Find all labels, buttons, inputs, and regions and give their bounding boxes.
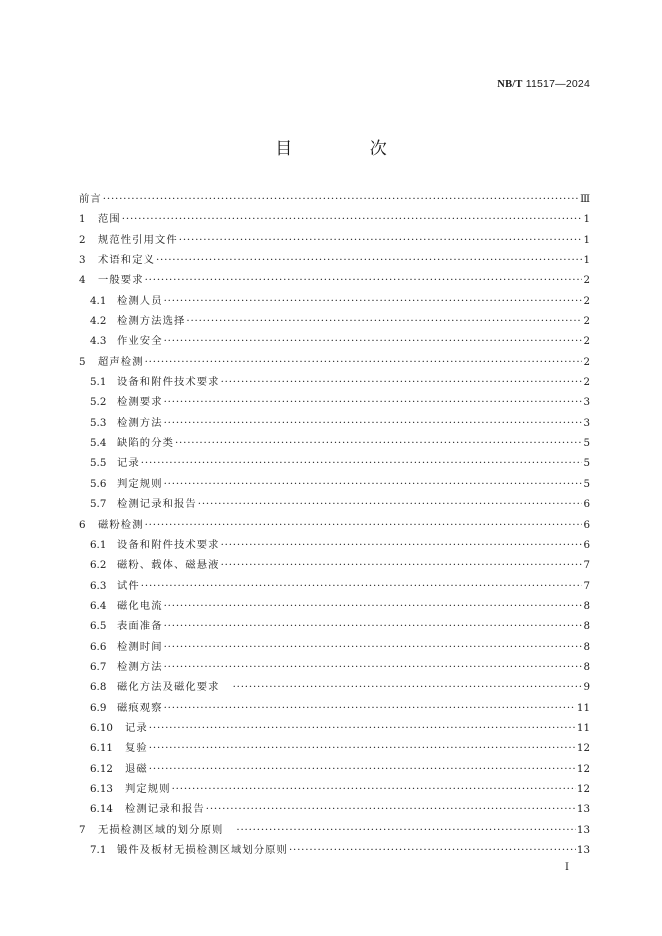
toc-leader-dots [164,703,576,713]
toc-leader-dots [145,520,583,530]
toc-entry-page: Ⅲ [580,193,590,206]
toc-entry-title: 设备和附件技术要求 [117,538,220,551]
toc-leader-dots [164,296,583,306]
toc-entry-number: 6.13 [90,782,113,795]
toc-entry[interactable] [79,474,590,494]
toc-entry-number: 5.5 [90,457,107,470]
toc-entry-page: 1 [583,233,590,246]
toc-entry-title: 检测记录和报告 [125,803,205,816]
toc-leader-dots [175,438,582,448]
toc-entry-page: 3 [583,396,590,409]
toc-leader-dots [221,540,583,550]
toc-entry-number: 7 [79,823,86,836]
toc-entry[interactable] [79,372,590,392]
toc-entry[interactable] [79,413,590,433]
toc-entry-page: 2 [583,294,590,307]
toc-entry-page: 3 [583,416,590,429]
toc-entry-number: 5.3 [90,416,107,429]
toc-entry-page: 9 [583,681,590,694]
toc-entry-number: 5.4 [90,437,107,450]
toc-entry-page: 13 [576,803,590,816]
toc-entry[interactable] [79,677,590,697]
toc-entry[interactable] [79,840,590,860]
toc-leader-dots [186,316,582,326]
toc-entry-number: 4.1 [90,294,107,307]
toc-entry-page: 2 [583,376,590,389]
table-of-contents [79,189,590,860]
toc-entry-title: 规范性引用文件 [98,233,178,246]
toc-entry-page: 12 [576,762,590,775]
toc-entry-page: 11 [576,701,590,714]
toc-entry[interactable] [79,637,590,657]
toc-entry-page: 7 [583,559,590,572]
toc-entry[interactable] [79,799,590,819]
toc-entry[interactable] [79,250,590,270]
toc-entry-page: 6 [583,518,590,531]
toc-entry[interactable] [79,535,590,555]
toc-entry[interactable] [79,759,590,779]
toc-entry-title: 检测方法 [117,416,163,429]
toc-entry-page: 12 [576,782,590,795]
toc-entry-page: 12 [576,742,590,755]
toc-leader-dots [164,601,583,611]
toc-leader-dots [236,825,576,835]
toc-entry-page: 2 [583,355,590,368]
toc-entry[interactable] [79,555,590,575]
toc-entry-number: 4.2 [90,315,107,328]
toc-entry[interactable] [79,657,590,677]
toc-leader-dots [164,642,583,652]
toc-leader-dots [164,662,583,672]
toc-entry-page: 1 [583,213,590,226]
toc-leader-dots [103,194,579,204]
toc-entry-title: 检测要求 [117,396,163,409]
toc-leader-dots [145,357,583,367]
toc-entry-number: 6.11 [90,742,113,755]
toc-leader-dots [164,479,583,489]
toc-entry[interactable] [79,331,590,351]
toc-entry[interactable] [79,291,590,311]
toc-leader-dots [179,235,583,245]
toc-entry[interactable] [79,311,590,331]
toc-leader-dots [149,743,576,753]
toc-leader-dots [149,764,576,774]
toc-entry-title: 磁化方法及磁化要求 [117,681,220,694]
toc-entry-title: 范围 [98,213,121,226]
toc-entry[interactable] [79,453,590,473]
toc-entry-number: 3 [79,254,86,267]
toc-leader-dots [149,723,576,733]
toc-entry-title: 试件 [117,579,140,592]
toc-entry-page: 8 [583,640,590,653]
toc-entry-title: 磁痕观察 [117,701,163,714]
toc-entry-title: 退磁 [125,762,148,775]
toc-entry[interactable] [79,352,590,372]
standard-code [497,78,590,90]
toc-entry-title: 缺陷的分类 [117,437,174,450]
toc-entry[interactable] [79,392,590,412]
toc-entry-number: 6.14 [90,803,113,816]
toc-entry-number: 4.3 [90,335,107,348]
toc-entry-page: 2 [583,335,590,348]
toc-entry-number: 1 [79,213,86,226]
toc-entry[interactable] [79,698,590,718]
toc-entry-title: 复验 [125,742,148,755]
toc-entry-page: 8 [583,620,590,633]
toc-leader-dots [221,560,583,570]
toc-entry-page: 1 [583,254,590,267]
toc-entry-title: 设备和附件技术要求 [117,376,220,389]
standard-code-prefix: NB/T [497,79,523,90]
toc-entry-title: 记录 [117,457,140,470]
toc-leader-dots [233,682,583,692]
toc-entry-number: 6.8 [90,681,107,694]
toc-entry-page: 6 [583,538,590,551]
toc-entry-title: 磁粉、载体、磁悬液 [117,559,220,572]
toc-entry-page: 2 [583,274,590,287]
toc-entry-title: 超声检测 [98,355,144,368]
toc-entry-page: 5 [583,457,590,470]
toc-leader-dots [164,336,583,346]
toc-entry-title: 锻件及板材无损检测区域划分原则 [117,844,288,857]
standard-code-number: 11517—2024 [522,78,590,90]
toc-entry-title: 判定规则 [125,782,171,795]
toc-entry[interactable] [79,616,590,636]
toc-entry-number: 6.6 [90,640,107,653]
toc-entry-page: 6 [583,498,590,511]
toc-entry[interactable] [79,738,590,758]
toc-entry-number: 5.6 [90,477,107,490]
toc-leader-dots [141,458,583,468]
toc-entry-page: 11 [576,721,590,734]
toc-entry-number: 6.3 [90,579,107,592]
toc-entry-number: 5.1 [90,376,107,389]
toc-entry-title: 术语和定义 [98,254,155,267]
toc-entry-title: 磁粉检测 [98,518,144,531]
toc-entry-number: 6.1 [90,538,107,551]
toc-leader-dots [164,418,583,428]
toc-entry-title: 作业安全 [117,335,163,348]
toc-entry-number: 7.1 [90,844,107,857]
toc-entry-title: 一般要求 [98,274,144,287]
page-number: Ⅰ [565,862,569,873]
toc-entry[interactable] [79,576,590,596]
toc-entry-page: 5 [583,437,590,450]
toc-leader-dots [164,397,583,407]
toc-entry-title: 记录 [125,721,148,734]
toc-entry-number: 2 [79,233,86,246]
toc-entry[interactable] [79,433,590,453]
toc-entry-page: 13 [576,844,590,857]
toc-entry-number: 6.5 [90,620,107,633]
toc-leader-dots [289,845,576,855]
toc-entry[interactable] [79,820,590,840]
toc-leader-dots [164,621,583,631]
toc-leader-dots [141,581,583,591]
toc-entry-title: 检测方法选择 [117,315,186,328]
toc-entry-page: 2 [583,315,590,328]
toc-leader-dots [206,804,576,814]
toc-entry-number: 6.2 [90,559,107,572]
toc-leader-dots [156,255,582,265]
toc-entry-number: 5 [79,355,86,368]
toc-entry[interactable] [79,189,590,209]
toc-leader-dots [221,377,583,387]
toc-entry-title: 检测记录和报告 [117,498,197,511]
toc-entry-title: 磁化电流 [117,599,163,612]
toc-entry[interactable] [79,209,590,229]
toc-entry-title: 判定规则 [117,477,163,490]
toc-entry[interactable] [79,270,590,290]
page-title: 目 次 [275,139,423,159]
toc-entry-number: 5.7 [90,498,107,511]
toc-entry-title: 检测人员 [117,294,163,307]
toc-entry-page: 8 [583,660,590,673]
toc-entry[interactable] [79,230,590,250]
toc-entry[interactable] [79,596,590,616]
toc-entry-number: 5.2 [90,396,107,409]
toc-entry-title: 检测方法 [117,660,163,673]
toc-entry[interactable] [79,779,590,799]
toc-entry-title: 表面准备 [117,620,163,633]
toc-leader-dots [198,499,583,509]
toc-entry-number: 4 [79,274,86,287]
toc-entry-number: 6.10 [90,721,113,734]
toc-leader-dots [122,214,583,224]
toc-entry-page: 13 [576,823,590,836]
toc-entry-title: 检测时间 [117,640,163,653]
toc-entry-number: 6 [79,518,86,531]
toc-entry[interactable] [79,718,590,738]
toc-entry-page: 5 [583,477,590,490]
toc-entry[interactable] [79,515,590,535]
toc-entry-number: 6.9 [90,701,107,714]
toc-leader-dots [145,275,583,285]
toc-entry-page: 7 [583,579,590,592]
toc-entry-number: 6.7 [90,660,107,673]
toc-entry[interactable] [79,494,590,514]
toc-entry-title: 前言 [79,193,102,206]
toc-entry-number: 6.12 [90,762,113,775]
toc-leader-dots [172,784,576,794]
toc-entry-number: 6.4 [90,599,107,612]
toc-entry-title: 无损检测区域的划分原则 [98,823,224,836]
toc-entry-page: 8 [583,599,590,612]
